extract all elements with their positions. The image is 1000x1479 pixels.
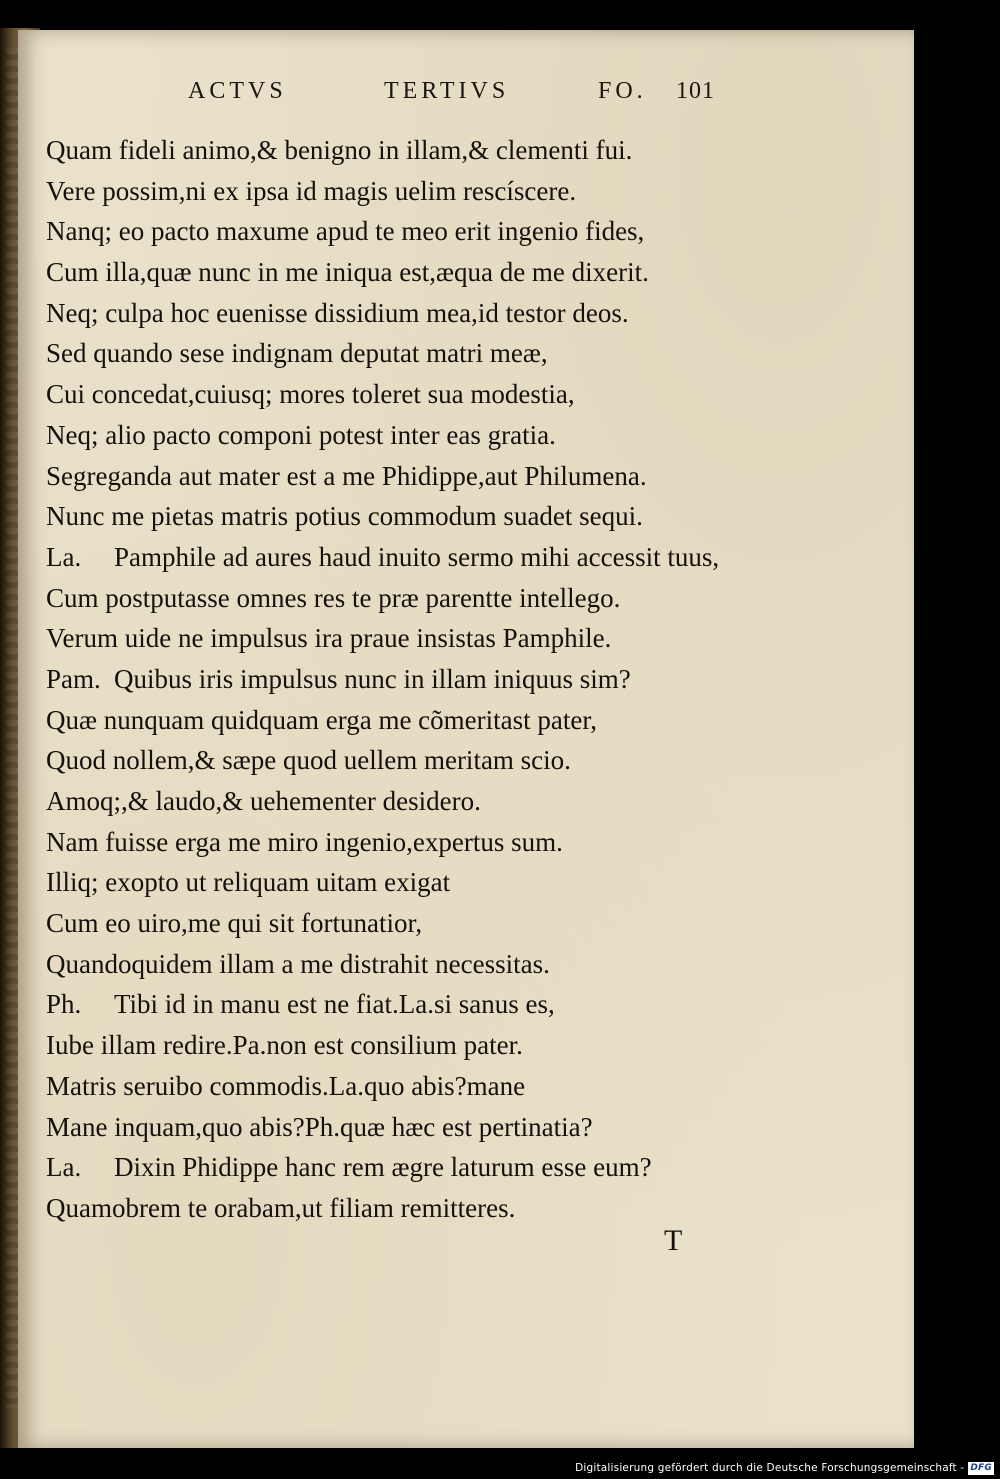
verse-text: Neq; culpa hoc euenisse dissidium mea,id testor deos. <box>46 297 629 328</box>
verse-line <box>46 984 906 1025</box>
verse-text: Quam fideli animo,& benigno in illam,& clementi fui. <box>46 135 633 165</box>
verse-line <box>46 862 906 903</box>
verse-line <box>46 415 906 456</box>
verse-line <box>46 618 906 659</box>
footer-text: Digitalisierung gefördert durch die Deutsche Forschungsgemeinschaft - <box>575 1462 965 1474</box>
speaker-label: Pam. <box>46 663 101 694</box>
header-actus: ACTVS <box>188 78 287 104</box>
verse-text: Dixin Phidippe hanc rem ægre laturum esse eum? <box>114 1152 652 1183</box>
verse-line <box>46 130 906 171</box>
verse-text: Quod nollem,& sæpe quod uellem meritam scio. <box>46 745 571 776</box>
verse-text: Mane inquam,quo abis?Ph.quæ hæc est pertinatia? <box>46 1111 593 1142</box>
verse-line <box>46 781 906 822</box>
verse-line <box>46 293 906 334</box>
verse-text: Quibus iris impulsus nunc in illam iniquus sim? <box>114 663 631 694</box>
verse-text: Nanq; eo pacto maxume apud te meo erit ingenio fides, <box>46 216 645 247</box>
verse-text: Cui concedat,cuiusq; mores toleret sua modestia, <box>46 379 575 410</box>
verse-text: Matris seruibo commodis.La.quo abis?mane <box>46 1070 526 1101</box>
dfg-logo: DFG <box>970 1462 992 1473</box>
digitization-footer <box>565 1457 1000 1479</box>
verse-text: Nam fuisse erga me miro ingenio,expertus sum. <box>46 826 563 857</box>
verse-line <box>46 903 906 944</box>
verse-text: Nunc me pietas matris potius commodum suadet sequi. <box>46 501 643 532</box>
catchword: T <box>664 1224 683 1257</box>
header-folio-label: FO. <box>598 78 647 104</box>
verse-text: Verum uide ne impulsus ira praue insistas Pamphile. <box>46 623 612 654</box>
verse-text: Quamobrem te orabam,ut filiam remitteres. <box>46 1192 516 1223</box>
verse-line <box>46 944 906 985</box>
verse-text: Quæ nunquam quidquam erga me cõmeritast pater, <box>46 704 598 735</box>
verse-line <box>46 1188 906 1229</box>
book-page <box>18 30 914 1448</box>
verse-text: Amoq;,& laudo,& uehementer desidero. <box>46 786 481 816</box>
verse-text: Illiq; exopto ut reliquam uitam exigat <box>46 867 451 898</box>
verse-line <box>46 659 906 700</box>
verse-line <box>46 578 906 619</box>
verse-text: Sed quando sese indignam deputat matri meæ, <box>46 338 548 369</box>
speaker-label: La. <box>46 541 82 572</box>
verse-line <box>46 1147 906 1188</box>
verse-text: Segreganda aut mater est a me Phidippe,aut Philumena. <box>46 460 647 491</box>
verse-line <box>46 1107 906 1148</box>
header-tertius: TERTIVS <box>384 78 510 104</box>
verse-line <box>46 252 906 293</box>
verse-text: Tibi id in manu est ne fiat.La.si sanus es, <box>114 989 555 1020</box>
verse-text: Neq; alio pacto componi potest inter eas gratia. <box>46 419 556 450</box>
verse-line <box>46 456 906 497</box>
verse-text: Vere possim,ni ex ipsa id magis uelim rescíscere. <box>46 175 577 206</box>
verse-lines <box>46 130 906 1229</box>
verse-line <box>46 700 906 741</box>
verse-line <box>46 740 906 781</box>
verse-text: Iube illam redire.Pa.non est consilium pater. <box>46 1030 523 1061</box>
verse-text: Cum postputasse omnes res te præ parentte intellego. <box>46 582 621 613</box>
verse-line <box>46 822 906 863</box>
verse-text: Quandoquidem illam a me distrahit necessitas. <box>46 948 550 979</box>
verse-line <box>46 333 906 374</box>
verse-line <box>46 496 906 537</box>
verse-text: Cum eo uiro,me qui sit fortunatior, <box>46 908 423 939</box>
verse-line <box>46 171 906 212</box>
verse-text: Cum illa,quæ nunc in me iniqua est,æqua de me dixerit. <box>46 257 649 288</box>
verse-text: Pamphile ad aures haud inuito sermo mihi accessit tuus, <box>114 541 720 572</box>
verse-line <box>46 1066 906 1107</box>
verse-line <box>46 374 906 415</box>
speaker-label: La. <box>46 1152 82 1183</box>
verse-line <box>46 211 906 252</box>
speaker-label: Ph. <box>46 989 82 1020</box>
running-header <box>18 78 914 118</box>
verse-line <box>46 1025 906 1066</box>
page-number: 101 <box>676 78 715 104</box>
verse-line <box>46 537 906 578</box>
